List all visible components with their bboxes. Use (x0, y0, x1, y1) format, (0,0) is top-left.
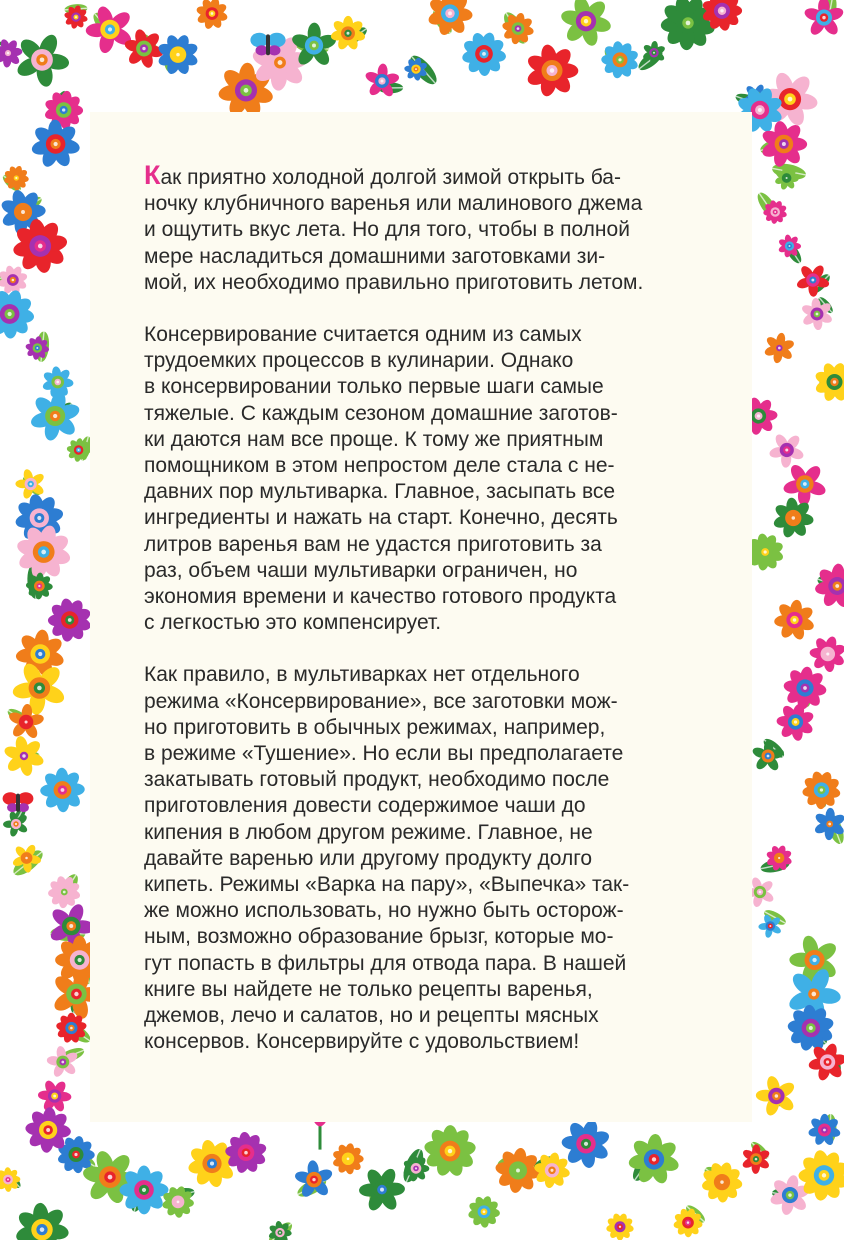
flower-icon (814, 563, 844, 609)
flower-icon (14, 32, 70, 88)
flower-icon (746, 533, 784, 572)
flower-icon (601, 40, 639, 79)
flower-icon (802, 770, 841, 809)
flower-icon (225, 1132, 268, 1175)
flower-icon (808, 1114, 842, 1147)
drop-cap: К (144, 160, 161, 190)
flower-icon (40, 768, 85, 813)
flower-icon (0, 288, 35, 338)
flower-icon (783, 666, 827, 710)
flower-icon (467, 1195, 500, 1228)
flower-icon (43, 90, 83, 130)
flower-icon (359, 1166, 405, 1213)
flower-icon (15, 468, 45, 500)
flower-icon (29, 390, 81, 442)
flower-icon (427, 0, 473, 37)
flower-icon (741, 1144, 771, 1174)
article-text (144, 162, 706, 1056)
flower-icon (0, 1167, 20, 1192)
flower-icon (763, 332, 795, 364)
paragraph-2: Консервирование считается одним из самых трудоемких процессов в кулинарии. Однако в консервировании только первые шаги самые тяжелые. С каждым сезоном домашние заготов- ки даются нам все проще. К тому же приятным помощником в этом непростом деле стала с не- давних пор мультиварка. Главное, засыпать все ингредиенты и нажать на старт. Конечно, десять литров варенья вам не удастся приготовить за раз, объем чаши мультиварки ограничен, но экономия времени и качество готового продукта с легкостью это компенсирует. (144, 323, 618, 635)
butterfly-icon (3, 792, 34, 812)
flower-icon (15, 524, 72, 581)
flower-icon (3, 811, 29, 838)
flower-icon (123, 28, 164, 69)
flower-icon (776, 702, 815, 741)
flower-icon (38, 1079, 72, 1113)
flower-icon (809, 635, 844, 673)
flower-icon (364, 63, 400, 98)
flower-icon (808, 1042, 844, 1082)
flower-icon (768, 432, 805, 468)
flower-icon (330, 16, 366, 51)
flower-icon (461, 31, 507, 76)
flower-icon (196, 0, 229, 30)
flower-icon (48, 597, 93, 642)
paragraph-1-text: ак приятно холодной долгой зимой открыть ба- ночку клубничного варенья или малинового джема и ощутить вкус лета. Но для того, чтобы в полной мере насладиться домашними заготовками зи- мой, их необходимо правильно приготовить летом. (144, 166, 644, 294)
flower-icon (495, 1147, 542, 1194)
flower-icon (423, 1125, 477, 1178)
flower-icon (751, 739, 785, 772)
flower-icon (796, 263, 831, 296)
flower-icon (332, 1143, 364, 1175)
flower-icon (560, 0, 613, 48)
flower-icon (814, 361, 844, 402)
flower-icon (0, 38, 23, 68)
flower-icon (3, 165, 29, 191)
paragraph-3: Как правило, в мультиварках нет отдельного режима «Консервирование», все заготовки мож- но приготовить в обычных режимах, например, в режиме «Тушение». Но если вы предполагаете закатывать готовый продукт, необходимо после приготовления довести содержимое чаши до кипения в любом другом режиме. Главное, не давайте варенью или другому продукту долго кипеть. Режимы «Варка на пару», «Выпечка» так- же можно использовать, но нужно быть осторож- ным, возможно образование брызг, которые мо- гут попасть в фильтры для отвода пара. В нашей книге вы найдете не только рецепты варенья, джемов, лечо и салатов, но и рецепты мясных консервов. Консервируйте с удовольствием! (144, 663, 630, 1054)
flower-icon (606, 1212, 635, 1240)
flower-icon (30, 119, 81, 169)
paragraph-1 (144, 162, 706, 296)
flower-icon (14, 1202, 69, 1240)
flower-icon (3, 735, 45, 777)
flower-icon (756, 1075, 797, 1118)
flower-icon (525, 43, 578, 98)
flower-icon (561, 1118, 611, 1168)
flower-icon (774, 599, 816, 641)
flower-icon (119, 1165, 168, 1214)
flower-icon (533, 1152, 570, 1189)
flower-icon (157, 33, 200, 76)
flower-icon (803, 0, 844, 37)
flower-icon (787, 1004, 835, 1052)
